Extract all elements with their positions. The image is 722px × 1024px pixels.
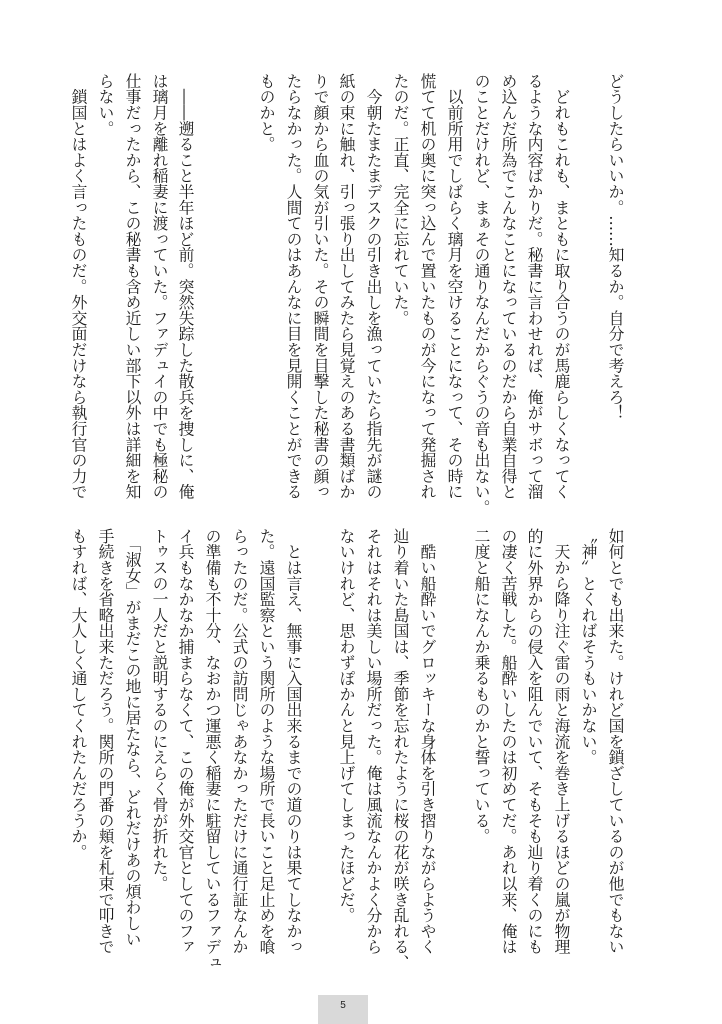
text-column: 慌てて机の奥に突っ込んで置いたものが今になって発掘され bbox=[418, 73, 437, 500]
blank-column bbox=[231, 73, 247, 513]
text-column: の凄く苦戦した。船酔いしたのは初めてだ。あれ以来、俺は bbox=[499, 528, 518, 955]
text-column: 鎖国とはよく言ったものだ。外交面だけなら執行官の力で bbox=[69, 73, 88, 500]
text-column: た。遠国監察という関所のような場所で長いこと足止めを喰 bbox=[257, 528, 276, 955]
page-number-box bbox=[318, 995, 368, 1024]
text-column: 辿り着いた島国は、季節を忘れたように桜の花が咲き乱れる、 bbox=[391, 528, 410, 971]
text-column: 〝神〟とくればそうもいかない。 bbox=[579, 528, 598, 765]
text-column: どうしたらいいか。……知るか。自分で考えろ！ bbox=[606, 73, 625, 421]
text-column: らない。 bbox=[96, 73, 115, 137]
page-number: 5 bbox=[340, 1000, 346, 1011]
text-column: るような内容ばかりだ。秘書に言わせれば、俺がサボって溜 bbox=[525, 73, 544, 500]
text-column: らったのだ。公式の訪問じゃあなかっただけに通行証なんか bbox=[230, 528, 249, 955]
text-column: ないけれど、思わずぽかんと見上げてしまったほどだ。 bbox=[337, 528, 356, 923]
text-column: 如何とでも出来た。けれど国を鎖ざしているのが他でもない bbox=[606, 528, 625, 955]
blank-column bbox=[580, 73, 596, 513]
text-column: 今朝たまたまデスクの引き出しを漁っていたら指先が謎の bbox=[364, 73, 383, 500]
text-column: ――遡ること半年ほど前。突然失踪した散兵を捜しに、俺 bbox=[176, 73, 195, 500]
text-column: どれもこれも、まともに取り合うのが馬鹿らしくなってく bbox=[552, 73, 571, 500]
text-column: 酷い船酔いでグロッキーな身体を引き摺りながらようやく bbox=[418, 528, 437, 955]
blank-column bbox=[446, 528, 462, 968]
text-column: ものかと。 bbox=[257, 73, 276, 152]
text-column: 紙の束に触れ、引っ張り出してみたら見覚えのある書類ばか bbox=[337, 73, 356, 500]
text-column: たらなかった。人間てのはあんなに目を見開くことができる bbox=[284, 73, 303, 500]
text-column: 二度と船になんか乗るものかと誓っている。 bbox=[472, 528, 491, 844]
lower-text-tier bbox=[0, 528, 722, 971]
text-column: トゥスの一人だと説明するのにえらく骨が折れた。 bbox=[150, 528, 169, 892]
text-column: 「淑女」がまだこの地に居たなら、どれだけあの煩わしい bbox=[123, 528, 142, 947]
text-column: たのだ。正直、完全に忘れていた。 bbox=[391, 73, 410, 326]
text-column: の準備も不十分、なおかつ運悪く稲妻に駐留しているファデュ bbox=[203, 528, 222, 971]
text-column: 仕事だったから、この秘書も含め近しい部下以外は詳細を知 bbox=[123, 73, 142, 500]
blank-column bbox=[204, 73, 220, 513]
upper-text-tier bbox=[0, 73, 722, 516]
text-column: とは言え、無事に入国出来るまでの道のりは果てしなかっ bbox=[284, 528, 303, 955]
text-column: りで顔から血の気が引いた。その瞬間を目撃した秘書の顔っ bbox=[311, 73, 330, 500]
text-column: 以前所用でしばらく璃月を空けることになって、その時に bbox=[445, 73, 464, 500]
text-column: は璃月を離れ稲妻に渡っていた。ファデュイの中でも極秘の bbox=[150, 73, 169, 500]
text-column: イ兵もなかなか捕まらなくて、この俺が外交官としてのファ bbox=[176, 528, 195, 955]
text-column: 的に外界からの侵入を阻んでいて、そもそも辿り着くのにも bbox=[525, 528, 544, 955]
text-column: もすれば、大人しく通してくれたんだろうか。 bbox=[69, 528, 88, 860]
text-column: 手続きを省略出来ただろう。関所の門番の頬を札束で叩きで bbox=[96, 528, 115, 955]
blank-column bbox=[312, 528, 328, 968]
text-column: 天から降り注ぐ雷の雨と海流を巻き上げるほどの嵐が物理 bbox=[552, 528, 571, 955]
text-column: のことだけれど、まぁその通りなんだからぐうの音も出ない。 bbox=[472, 73, 491, 516]
text-column: それはそれは美しい場所だった。俺は風流なんかよく分から bbox=[364, 528, 383, 955]
text-column: め込んだ所為でこんなことになっているのだから自業自得と bbox=[499, 73, 518, 500]
